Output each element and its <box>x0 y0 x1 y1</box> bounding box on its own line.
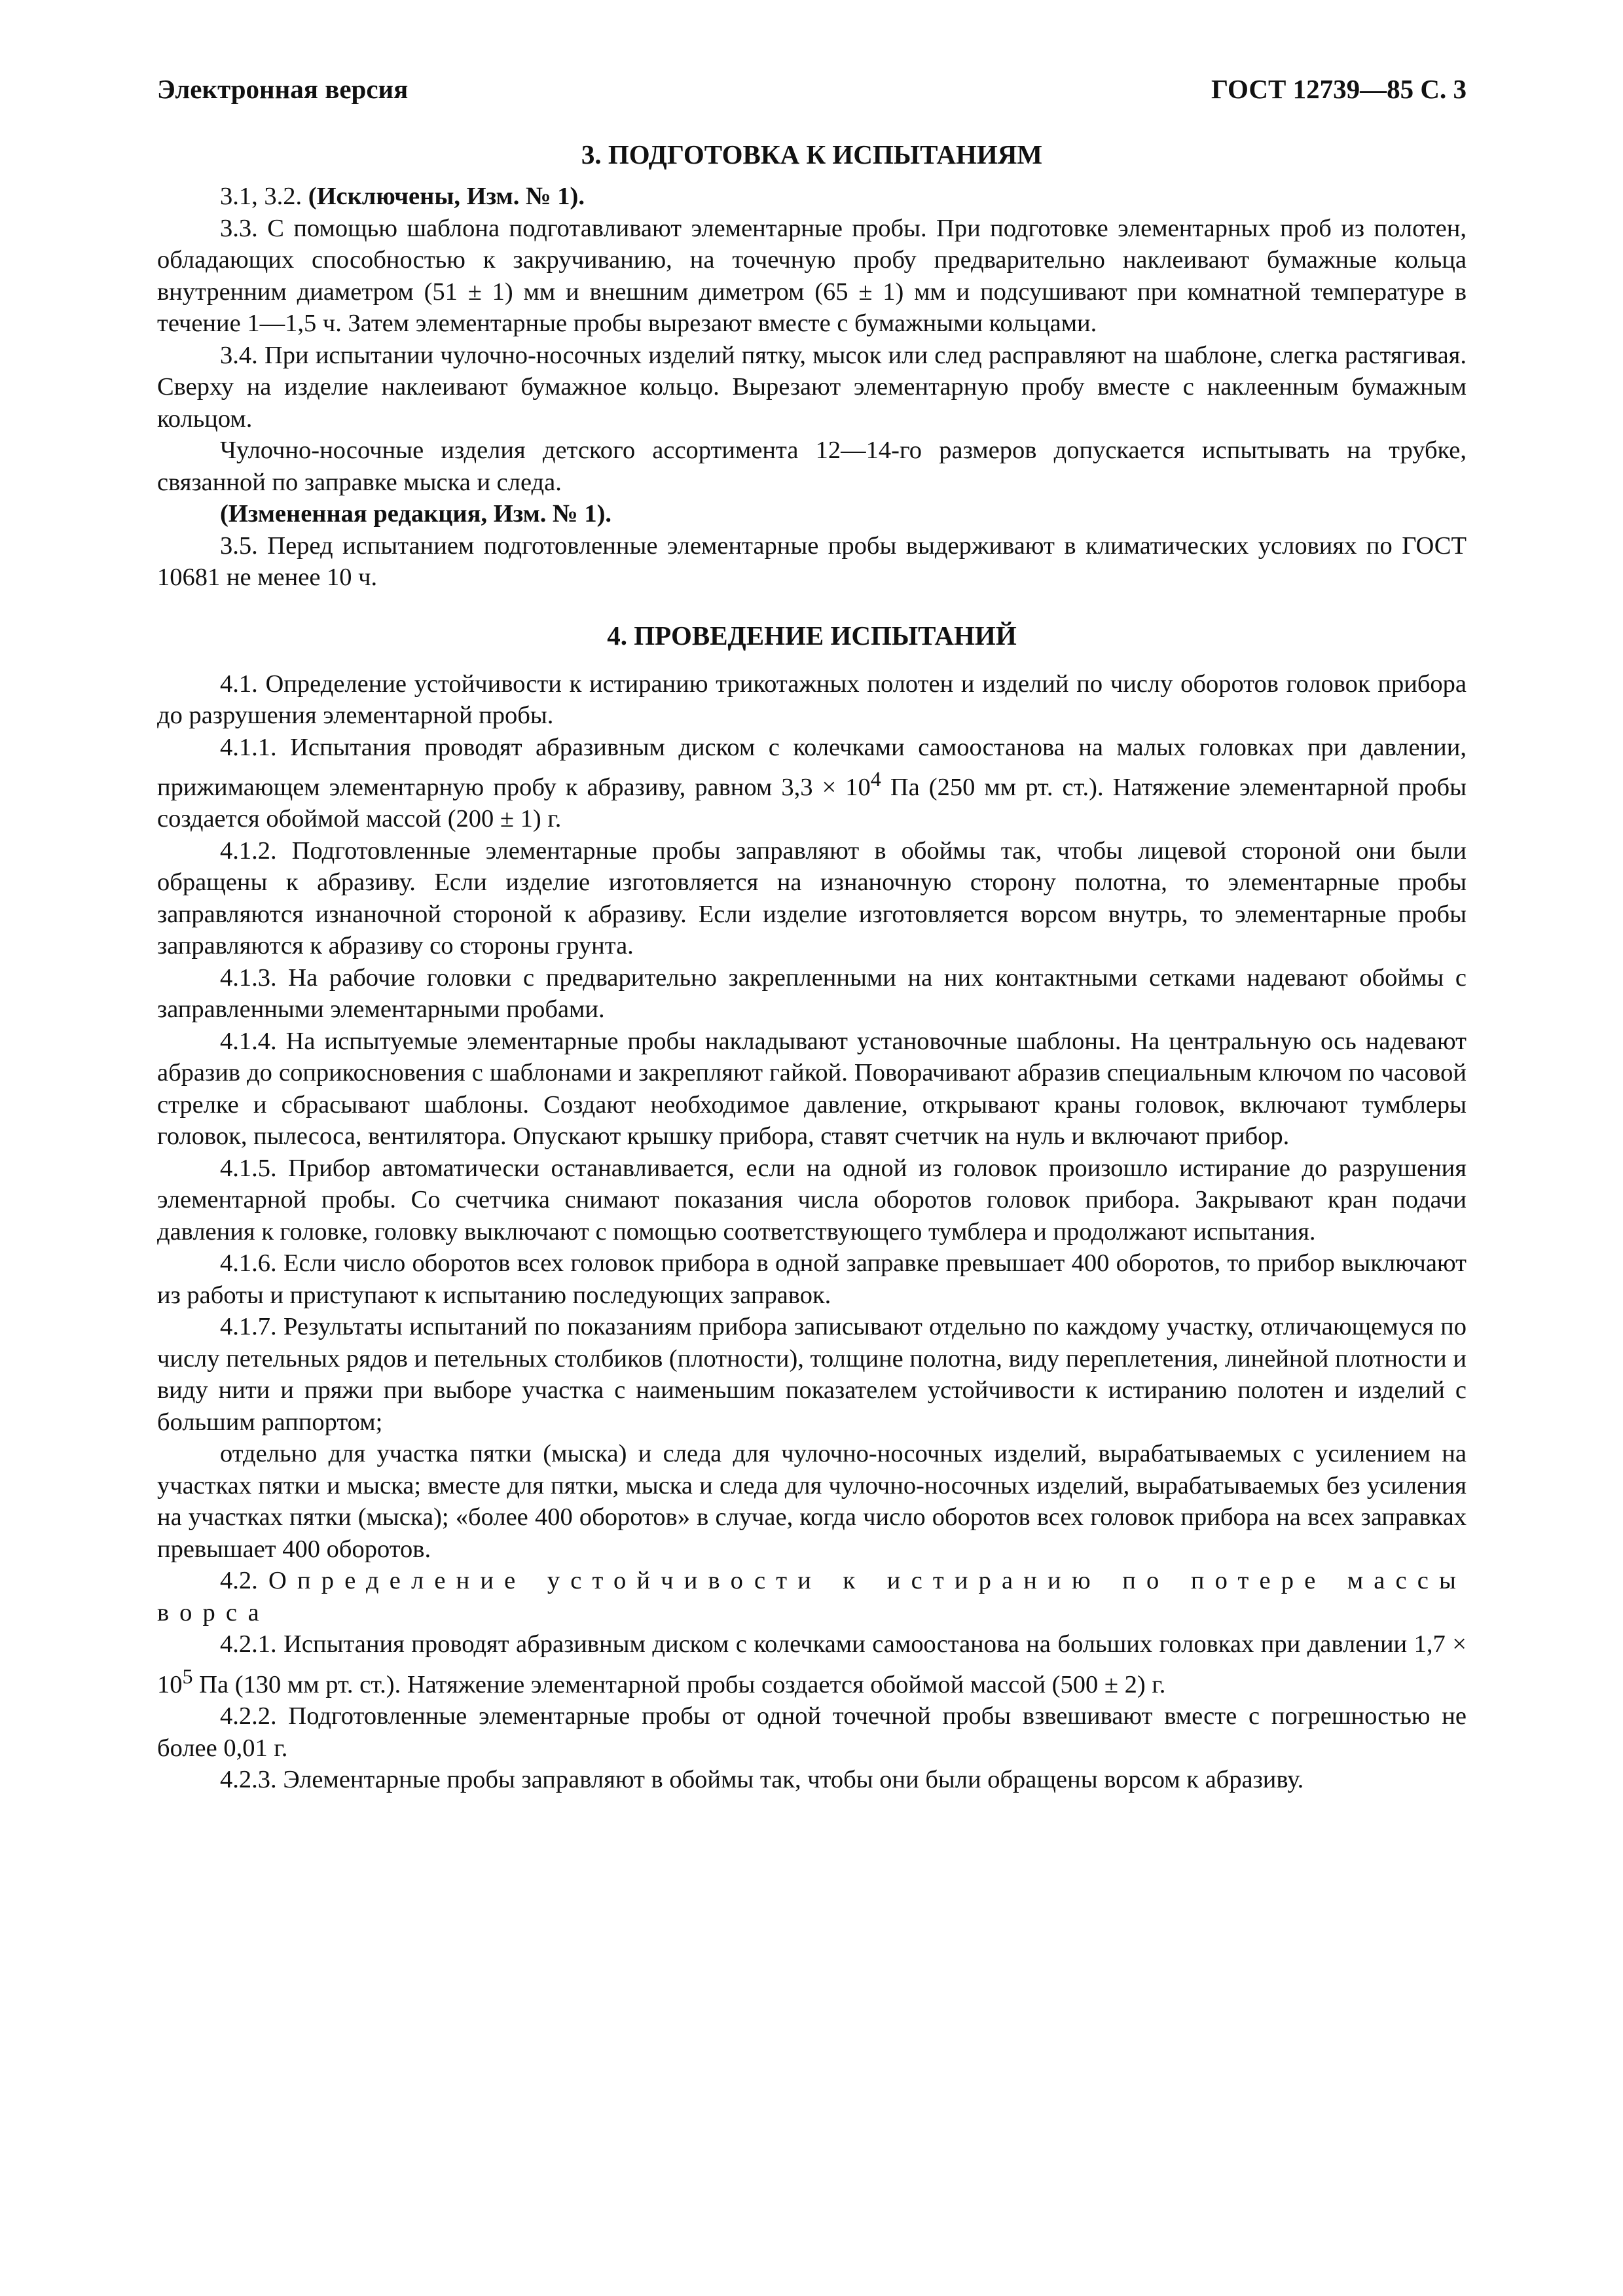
paragraph-3-5: 3.5. Перед испытанием подготовленные элементарные пробы выдерживают в климатических условиях по ГОСТ 10681 не менее 10 ч. <box>157 531 1467 591</box>
paragraph-4-1-1-rest: Па (250 мм рт. ст.). Натяжение элементарной пробы создается обоймой массой (200 ± 1) г. <box>157 773 1467 833</box>
paragraph-4-1-2: 4.1.2. Подготовленные элементарные пробы заправляют в обоймы так, чтобы лицевой стороной они были обращены к абразиву. Если изделие изготовляется на изнаночную сторону полотна, то элементарные пробы заправляются изнаночной стороной к абразиву. Если изделие изготовляется ворсом внутрь, то элементарные пробы заправляются к абразиву со стороны грунта. <box>157 836 1467 960</box>
paragraph-4-2-2: 4.2.2. Подготовленные элементарные пробы от одной точечной пробы взвешивают вместе с погрешностью не более 0,01 г. <box>157 1702 1467 1762</box>
paragraph-4-1-1-exponent: 4 <box>870 767 881 791</box>
paragraph-4-1-7-continued: отдельно для участка пятки (мыска) и следа для чулочно-носочных изделий, вырабатываемых с усилением на участках пятки и мыска; вместе для пятки, мыска и следа для чулочно-носочных изделий, вырабатываемых без усиления на участках пятки (мыска); «более 400 оборотов» в случае, когда число оборотов всех головок прибора на всех заправках превышает 400 оборотов. <box>157 1440 1467 1563</box>
document-page <box>157 72 1467 1796</box>
paragraph-4-2-1-rest: Па (130 мм рт. ст.). Натяжение элементарной пробы создается обоймой массой (500 ± 2) г. <box>192 1670 1166 1698</box>
paragraph-4-2-1 <box>157 1628 1467 1700</box>
paragraph-3-4: 3.4. При испытании чулочно-носочных изделий пятку, мысок или след расправляют на шаблоне, слегка растягивая. Сверху на изделие наклеивают бумажное кольцо. Вырезают элементарную пробу вместе с наклеенным бумажным кольцом. <box>157 341 1467 433</box>
page-header <box>157 72 1467 106</box>
paragraph-3-4-children: Чулочно-носочные изделия детского ассортимента 12—14-го размеров допускается испытывать на трубке, связанной по заправке мыска и следа. <box>157 437 1467 496</box>
paragraph-4-2-1-text: 4.2.1. Испытания проводят абразивным диском с колечками самоостанова на больших головках при давлении 1,7 × 10 <box>157 1630 1467 1698</box>
section-3-title: 3. ПОДГОТОВКА К ИСПЫТАНИЯМ <box>581 139 1043 170</box>
paragraph-4-1-3: 4.1.3. На рабочие головки с предварительно закрепленными на них контактными сетками надевают обоймы с заправленными элементарными пробами. <box>157 963 1467 1024</box>
paragraph-4-2 <box>157 1565 1467 1628</box>
paragraph-3-1 <box>157 181 1467 213</box>
paragraph-4-1-6: 4.1.6. Если число оборотов всех головок прибора в одной заправке превышает 400 оборотов, то прибор выключают из работы и приступают к испытанию последующих заправок. <box>157 1249 1467 1309</box>
paragraph-3-1-number: 3.1, 3.2. <box>220 183 302 210</box>
paragraph-3-3: 3.3. С помощью шаблона подготавливают элементарные пробы. При подготовке элементарных проб из полотен, обладающих способностью к закручиванию, на точечную пробу предварительно наклеивают бумажные кольца внутренним диаметром (51 ± 1) мм и внешним диметром (65 ± 1) мм и подсушивают при комнатной температуре в течение 1—1,5 ч. Затем элементарные пробы вырезают вместе с бумажными кольцами. <box>157 214 1467 337</box>
paragraph-4-2-1-exponent: 5 <box>182 1664 193 1688</box>
paragraph-4-1-1-text: 4.1.1. Испытания проводят абразивным диском с колечками самоостанова на малых головках при давлении, прижимающем элементарную пробу к абразиву, равном 3,3 × 10 <box>157 733 1467 801</box>
paragraph-4-1-7: 4.1.7. Результаты испытаний по показаниям прибора записывают отдельно по каждому участку, отличающемуся по числу петельных рядов и петельных столбиков (плотности), толщине полотна, виду переплетения, линейной плотности и виду нити и пряжи при выборе участка с наименьшим показателем устойчивости к истиранию полотен и изделий с большим раппортом; <box>157 1313 1467 1436</box>
header-right: ГОСТ 12739—85 С. 3 <box>1211 74 1467 104</box>
amendment-note: (Измененная редакция, Изм. № 1). <box>220 500 612 528</box>
paragraph-4-1-1 <box>157 732 1467 835</box>
section-4-title: 4. ПРОВЕДЕНИЕ ИСПЫТАНИЙ <box>607 620 1017 651</box>
paragraph-4-2-number: 4.2. <box>220 1567 258 1595</box>
paragraph-3-1-excluded: (Исключены, Изм. № 1). <box>308 183 585 210</box>
paragraph-4-2-heading: Определение устойчивости к истиранию по потере массы ворса <box>157 1567 1467 1626</box>
header-left: Электронная версия <box>157 74 409 104</box>
paragraph-4-1-5: 4.1.5. Прибор автоматически останавливается, если на одной из головок произошло истирание до разрушения элементарной пробы. Со счетчика снимают показания числа оборотов головок прибора. Закрывают кран подачи давления к головке, головку выключают с помощью соответствующего тумблера и продолжают испытания. <box>157 1154 1467 1246</box>
paragraph-4-1: 4.1. Определение устойчивости к истиранию трикотажных полотен и изделий по числу оборотов головок прибора до разрушения элементарной пробы. <box>157 670 1467 729</box>
paragraph-4-2-3: 4.2.3. Элементарные пробы заправляют в обоймы так, чтобы они были обращены ворсом к абразиву. <box>220 1766 1304 1794</box>
paragraph-4-1-4: 4.1.4. На испытуемые элементарные пробы накладывают установочные шаблоны. На центральную ось надевают абразив до соприкосновения с шаблонами и закрепляют гайкой. Поворачивают абразив специальным ключом по часовой стрелке и сбрасывают шаблоны. Создают необходимое давление, открывают краны головок, включают тумблеры головок, пылесоса, вентилятора. Опускают крышку прибора, ставят счетчик на нуль и включают прибор. <box>157 1027 1467 1151</box>
